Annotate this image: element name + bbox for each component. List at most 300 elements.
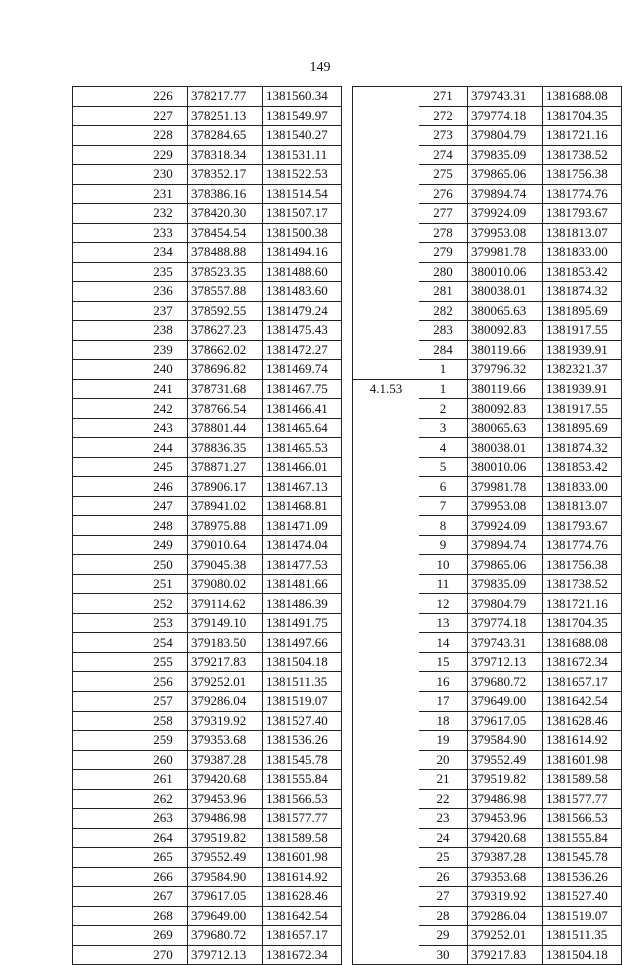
y-coordinate: 1381813.07 [543, 223, 622, 243]
y-coordinate: 1381577.77 [263, 809, 342, 829]
section-cell [353, 574, 420, 594]
point-number: 258 [139, 711, 188, 731]
column-gap [342, 438, 353, 458]
section-cell [73, 613, 140, 633]
x-coordinate: 379286.04 [188, 691, 263, 711]
point-number: 19 [419, 731, 468, 751]
section-cell [353, 360, 420, 380]
y-coordinate: 1381472.27 [263, 340, 342, 360]
column-gap [342, 340, 353, 360]
x-coordinate: 379743.31 [468, 87, 543, 107]
x-coordinate: 379680.72 [468, 672, 543, 692]
section-cell [353, 945, 420, 965]
table-row [73, 711, 622, 731]
point-number: 260 [139, 750, 188, 770]
section-cell [353, 418, 420, 438]
x-coordinate: 379804.79 [468, 126, 543, 146]
section-cell [353, 848, 420, 868]
column-gap [342, 809, 353, 829]
x-coordinate: 378662.02 [188, 340, 263, 360]
y-coordinate: 1381917.55 [543, 399, 622, 419]
section-cell [353, 887, 420, 907]
y-coordinate: 1381483.60 [263, 282, 342, 302]
table-row [73, 223, 622, 243]
x-coordinate: 379420.68 [188, 770, 263, 790]
table-row [73, 770, 622, 790]
table-row [73, 731, 622, 751]
section-cell [73, 457, 140, 477]
y-coordinate: 1381527.40 [543, 887, 622, 907]
x-coordinate: 379796.32 [468, 360, 543, 380]
y-coordinate: 1381497.66 [263, 633, 342, 653]
y-coordinate: 1381657.17 [263, 926, 342, 946]
column-gap [342, 828, 353, 848]
x-coordinate: 379149.10 [188, 613, 263, 633]
x-coordinate: 379420.68 [468, 828, 543, 848]
y-coordinate: 1381481.66 [263, 574, 342, 594]
y-coordinate: 1381549.97 [263, 106, 342, 126]
y-coordinate: 1381704.35 [543, 106, 622, 126]
section-cell [73, 438, 140, 458]
y-coordinate: 1381467.13 [263, 477, 342, 497]
x-coordinate: 378352.17 [188, 165, 263, 185]
point-number: 238 [139, 321, 188, 341]
y-coordinate: 1381494.16 [263, 243, 342, 263]
y-coordinate: 1381467.75 [263, 379, 342, 399]
column-gap [342, 399, 353, 419]
y-coordinate: 1381672.34 [263, 945, 342, 965]
column-gap [342, 379, 353, 399]
table-row [73, 496, 622, 516]
section-cell [353, 555, 420, 575]
y-coordinate: 1381688.08 [543, 633, 622, 653]
point-number: 271 [419, 87, 468, 107]
section-cell [73, 106, 140, 126]
y-coordinate: 1381479.24 [263, 301, 342, 321]
x-coordinate: 379981.78 [468, 477, 543, 497]
column-gap [342, 321, 353, 341]
section-cell [353, 106, 420, 126]
x-coordinate: 380092.83 [468, 399, 543, 419]
x-coordinate: 379774.18 [468, 106, 543, 126]
x-coordinate: 379617.05 [188, 887, 263, 907]
point-number: 269 [139, 926, 188, 946]
y-coordinate: 1381939.91 [543, 340, 622, 360]
point-number: 247 [139, 496, 188, 516]
column-gap [342, 574, 353, 594]
table-row [73, 126, 622, 146]
section-cell [73, 418, 140, 438]
point-number: 3 [419, 418, 468, 438]
point-number: 22 [419, 789, 468, 809]
section-cell [73, 945, 140, 965]
y-coordinate: 1381614.92 [543, 731, 622, 751]
y-coordinate: 1381657.17 [543, 672, 622, 692]
point-number: 13 [419, 613, 468, 633]
section-cell [73, 848, 140, 868]
y-coordinate: 1381545.78 [263, 750, 342, 770]
table-row [73, 555, 622, 575]
column-gap [342, 126, 353, 146]
x-coordinate: 378454.54 [188, 223, 263, 243]
column-gap [342, 750, 353, 770]
column-gap [342, 613, 353, 633]
point-number: 7 [419, 496, 468, 516]
section-cell [353, 770, 420, 790]
x-coordinate: 378766.54 [188, 399, 263, 419]
point-number: 251 [139, 574, 188, 594]
point-number: 9 [419, 535, 468, 555]
x-coordinate: 378284.65 [188, 126, 263, 146]
table-row [73, 633, 622, 653]
y-coordinate: 1381853.42 [543, 262, 622, 282]
section-cell [353, 613, 420, 633]
section-cell [73, 204, 140, 224]
x-coordinate: 379552.49 [468, 750, 543, 770]
x-coordinate: 379894.74 [468, 184, 543, 204]
column-gap [342, 418, 353, 438]
y-coordinate: 1381688.08 [543, 87, 622, 107]
column-gap [342, 770, 353, 790]
point-number: 250 [139, 555, 188, 575]
y-coordinate: 1381774.76 [543, 535, 622, 555]
section-cell [353, 223, 420, 243]
x-coordinate: 380065.63 [468, 418, 543, 438]
point-number: 233 [139, 223, 188, 243]
section-cell [353, 204, 420, 224]
point-number: 257 [139, 691, 188, 711]
y-coordinate: 1381511.35 [543, 926, 622, 946]
column-gap [342, 477, 353, 497]
x-coordinate: 379286.04 [468, 906, 543, 926]
y-coordinate: 1381853.42 [543, 457, 622, 477]
point-number: 278 [419, 223, 468, 243]
coordinates-table [72, 86, 622, 965]
y-coordinate: 1381466.01 [263, 457, 342, 477]
y-coordinate: 1381672.34 [543, 652, 622, 672]
y-coordinate: 1381895.69 [543, 301, 622, 321]
point-number: 236 [139, 282, 188, 302]
section-cell [73, 828, 140, 848]
point-number: 279 [419, 243, 468, 263]
table-row [73, 262, 622, 282]
section-cell [73, 887, 140, 907]
x-coordinate: 378592.55 [188, 301, 263, 321]
section-cell [353, 301, 420, 321]
point-number: 243 [139, 418, 188, 438]
point-number: 28 [419, 906, 468, 926]
y-coordinate: 1381488.60 [263, 262, 342, 282]
section-cell [73, 165, 140, 185]
x-coordinate: 378975.88 [188, 516, 263, 536]
y-coordinate: 1381471.09 [263, 516, 342, 536]
x-coordinate: 379353.68 [188, 731, 263, 751]
point-number: 18 [419, 711, 468, 731]
x-coordinate: 379519.82 [188, 828, 263, 848]
x-coordinate: 379183.50 [188, 633, 263, 653]
y-coordinate: 1381466.41 [263, 399, 342, 419]
column-gap [342, 535, 353, 555]
y-coordinate: 1381601.98 [263, 848, 342, 868]
x-coordinate: 378801.44 [188, 418, 263, 438]
section-cell [353, 789, 420, 809]
section-cell [353, 672, 420, 692]
column-gap [342, 789, 353, 809]
section-cell [73, 301, 140, 321]
y-coordinate: 1381560.34 [263, 87, 342, 107]
point-number: 30 [419, 945, 468, 965]
point-number: 1 [419, 360, 468, 380]
x-coordinate: 379486.98 [468, 789, 543, 809]
y-coordinate: 1381704.35 [543, 613, 622, 633]
point-number: 256 [139, 672, 188, 692]
y-coordinate: 1381589.58 [543, 770, 622, 790]
x-coordinate: 379453.96 [188, 789, 263, 809]
point-number: 235 [139, 262, 188, 282]
point-number: 245 [139, 457, 188, 477]
point-number: 228 [139, 126, 188, 146]
y-coordinate: 1381642.54 [263, 906, 342, 926]
section-cell [353, 145, 420, 165]
y-coordinate: 1381465.64 [263, 418, 342, 438]
section-cell [353, 731, 420, 751]
table-row [73, 145, 622, 165]
table-row [73, 477, 622, 497]
x-coordinate: 379519.82 [468, 770, 543, 790]
section-cell [73, 672, 140, 692]
point-number: 29 [419, 926, 468, 946]
point-number: 264 [139, 828, 188, 848]
x-coordinate: 379712.13 [188, 945, 263, 965]
section-cell [353, 340, 420, 360]
column-gap [342, 145, 353, 165]
column-gap [342, 926, 353, 946]
y-coordinate: 1381774.76 [543, 184, 622, 204]
table-row [73, 613, 622, 633]
point-number: 27 [419, 887, 468, 907]
y-coordinate: 1381939.91 [543, 379, 622, 399]
point-number: 267 [139, 887, 188, 907]
section-cell [73, 711, 140, 731]
x-coordinate: 378941.02 [188, 496, 263, 516]
y-coordinate: 1381628.46 [263, 887, 342, 907]
section-cell [73, 360, 140, 380]
y-coordinate: 1381545.78 [543, 848, 622, 868]
table-row [73, 379, 622, 399]
point-number: 282 [419, 301, 468, 321]
x-coordinate: 379743.31 [468, 633, 543, 653]
table-row [73, 535, 622, 555]
section-cell [353, 126, 420, 146]
y-coordinate: 1381738.52 [543, 574, 622, 594]
point-number: 26 [419, 867, 468, 887]
x-coordinate: 379835.09 [468, 574, 543, 594]
x-coordinate: 379552.49 [188, 848, 263, 868]
y-coordinate: 1381540.27 [263, 126, 342, 146]
point-number: 246 [139, 477, 188, 497]
section-cell [73, 555, 140, 575]
table-row [73, 828, 622, 848]
x-coordinate: 378217.77 [188, 87, 263, 107]
column-gap [342, 360, 353, 380]
section-cell [353, 633, 420, 653]
x-coordinate: 378386.16 [188, 184, 263, 204]
point-number: 229 [139, 145, 188, 165]
y-coordinate: 1381504.18 [543, 945, 622, 965]
x-coordinate: 379774.18 [468, 613, 543, 633]
section-cell [353, 184, 420, 204]
y-coordinate: 1381531.11 [263, 145, 342, 165]
point-number: 270 [139, 945, 188, 965]
column-gap [342, 243, 353, 263]
y-coordinate: 1382321.37 [543, 360, 622, 380]
y-coordinate: 1381793.67 [543, 204, 622, 224]
section-cell [353, 516, 420, 536]
section-cell [73, 145, 140, 165]
x-coordinate: 379217.83 [188, 652, 263, 672]
section-cell [353, 691, 420, 711]
point-number: 234 [139, 243, 188, 263]
y-coordinate: 1381813.07 [543, 496, 622, 516]
section-cell [73, 633, 140, 653]
section-cell [73, 87, 140, 107]
point-number: 23 [419, 809, 468, 829]
coordinates-table-body [73, 87, 622, 965]
section-cell [353, 867, 420, 887]
x-coordinate: 379865.06 [468, 165, 543, 185]
y-coordinate: 1381519.07 [263, 691, 342, 711]
point-number: 281 [419, 282, 468, 302]
table-row [73, 594, 622, 614]
table-row [73, 574, 622, 594]
y-coordinate: 1381477.53 [263, 555, 342, 575]
column-gap [342, 204, 353, 224]
x-coordinate: 378627.23 [188, 321, 263, 341]
y-coordinate: 1381589.58 [263, 828, 342, 848]
table-row [73, 848, 622, 868]
y-coordinate: 1381738.52 [543, 145, 622, 165]
section-cell [73, 750, 140, 770]
x-coordinate: 379453.96 [468, 809, 543, 829]
table-row [73, 282, 622, 302]
y-coordinate: 1381874.32 [543, 282, 622, 302]
column-gap [342, 594, 353, 614]
table-row [73, 789, 622, 809]
y-coordinate: 1381527.40 [263, 711, 342, 731]
y-coordinate: 1381555.84 [543, 828, 622, 848]
section-cell [73, 867, 140, 887]
column-gap [342, 165, 353, 185]
x-coordinate: 379924.09 [468, 516, 543, 536]
point-number: 248 [139, 516, 188, 536]
y-coordinate: 1381491.75 [263, 613, 342, 633]
x-coordinate: 379252.01 [188, 672, 263, 692]
table-row [73, 906, 622, 926]
table-row [73, 750, 622, 770]
column-gap [342, 652, 353, 672]
table-row [73, 321, 622, 341]
point-number: 277 [419, 204, 468, 224]
section-cell: 4.1.53 [353, 379, 420, 399]
table-row [73, 418, 622, 438]
column-gap [342, 731, 353, 751]
x-coordinate: 379353.68 [468, 867, 543, 887]
section-cell [353, 906, 420, 926]
section-cell [73, 477, 140, 497]
point-number: 261 [139, 770, 188, 790]
page-number: 149 [309, 60, 331, 75]
x-coordinate: 379387.28 [468, 848, 543, 868]
section-cell [353, 594, 420, 614]
column-gap [342, 516, 353, 536]
section-cell [73, 223, 140, 243]
column-gap [342, 867, 353, 887]
point-number: 255 [139, 652, 188, 672]
column-gap [342, 945, 353, 965]
column-gap [342, 906, 353, 926]
column-gap [342, 496, 353, 516]
y-coordinate: 1381465.53 [263, 438, 342, 458]
point-number: 14 [419, 633, 468, 653]
point-number: 25 [419, 848, 468, 868]
section-cell [73, 496, 140, 516]
x-coordinate: 379924.09 [468, 204, 543, 224]
section-cell [353, 809, 420, 829]
point-number: 254 [139, 633, 188, 653]
x-coordinate: 379953.08 [468, 496, 543, 516]
x-coordinate: 380092.83 [468, 321, 543, 341]
x-coordinate: 378251.13 [188, 106, 263, 126]
x-coordinate: 379080.02 [188, 574, 263, 594]
table-row [73, 457, 622, 477]
table-row [73, 672, 622, 692]
point-number: 275 [419, 165, 468, 185]
column-gap [342, 711, 353, 731]
y-coordinate: 1381522.53 [263, 165, 342, 185]
column-gap [342, 262, 353, 282]
y-coordinate: 1381874.32 [543, 438, 622, 458]
section-cell [353, 496, 420, 516]
column-gap [342, 691, 353, 711]
point-number: 284 [419, 340, 468, 360]
column-gap [342, 106, 353, 126]
point-number: 10 [419, 555, 468, 575]
section-cell [73, 691, 140, 711]
section-cell [73, 594, 140, 614]
point-number: 2 [419, 399, 468, 419]
y-coordinate: 1381486.39 [263, 594, 342, 614]
x-coordinate: 380010.06 [468, 457, 543, 477]
table-row [73, 243, 622, 263]
point-number: 262 [139, 789, 188, 809]
x-coordinate: 380065.63 [468, 301, 543, 321]
x-coordinate: 379217.83 [468, 945, 543, 965]
section-cell [73, 126, 140, 146]
section-cell [353, 87, 420, 107]
x-coordinate: 379584.90 [468, 731, 543, 751]
section-cell [73, 652, 140, 672]
y-coordinate: 1381504.18 [263, 652, 342, 672]
point-number: 230 [139, 165, 188, 185]
table-row [73, 340, 622, 360]
column-gap [342, 282, 353, 302]
y-coordinate: 1381514.54 [263, 184, 342, 204]
y-coordinate: 1381577.77 [543, 789, 622, 809]
x-coordinate: 379617.05 [468, 711, 543, 731]
section-cell [73, 243, 140, 263]
column-gap [342, 555, 353, 575]
y-coordinate: 1381469.74 [263, 360, 342, 380]
